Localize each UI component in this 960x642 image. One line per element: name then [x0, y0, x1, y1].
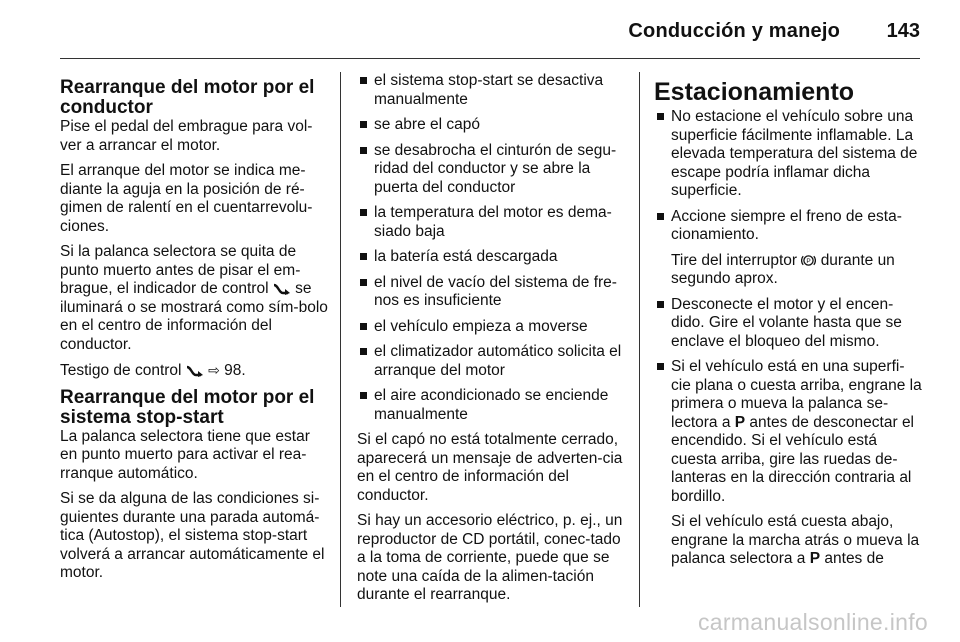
- paragraph-power-drop: Si hay un accesorio eléctrico, p. ej., un reproductor de CD portátil, conec-tado a la toma de corriente, puede que se note una caída de la alimen-tación durante el rearranque.: [357, 512, 623, 603]
- list-item: el aire acondicionado se enciende manualmente: [357, 387, 625, 424]
- svg-text:P: P: [806, 257, 812, 265]
- text-fragment: Si el vehículo está cuesta abajo, engrane la marcha atrás o mueva la palanca selectora a: [671, 513, 920, 567]
- list-item: el climatizador automático solicita el arranque del motor: [357, 343, 625, 380]
- text-fragment: Tire del interruptor: [671, 251, 798, 269]
- autostop-indicator-icon: [273, 283, 291, 295]
- list-item: No estacione el vehículo sobre una superficie fácilmente inflamable. La elevada temperatura del sistema de escape podría inflamar dicha superficie.: [654, 108, 924, 201]
- parking-list: [654, 108, 924, 569]
- list-item: [654, 208, 924, 289]
- page-header: [60, 0, 920, 59]
- conditions-list: [357, 72, 625, 424]
- column-divider-right: [639, 72, 640, 607]
- watermark: carmanualsonline.info: [697, 609, 928, 635]
- section-heading-system-restart: Rearranque del motor por el sistema stop-start: [60, 386, 315, 428]
- gear-label: P: [734, 413, 746, 431]
- gear-label: P: [809, 550, 821, 567]
- paragraph-hood-warning: Si el capó no está totalmente cerrado, aparecerá un mensaje de adverten-cia en el centro de información del conductor.: [357, 431, 623, 504]
- section-heading-parking: Estacionamiento: [654, 78, 855, 106]
- paragraph-control-indicator: [60, 243, 330, 354]
- column-left: [60, 72, 330, 590]
- section-heading-driver-restart: Rearranque del motor por el conductor: [60, 77, 315, 118]
- text-fragment: antes de: [824, 550, 884, 567]
- page-reference[interactable]: 98.: [224, 362, 246, 379]
- page-number: 143: [886, 20, 920, 42]
- list-item: se abre el capó: [357, 116, 625, 135]
- text-fragment: Si el vehículo está en una superfi-cie plana o cuesta arriba, engrane la primera o mueva la palanca se-lectora a: [671, 358, 922, 431]
- list-item: [654, 358, 924, 569]
- list-item: el nivel de vacío del sistema de fre-nos es insuficiente: [357, 274, 625, 311]
- paragraph-warning-light-ref: [60, 361, 330, 381]
- list-item: se desabrocha el cinturón de segu-ridad del conductor y se abre la puerta del conductor: [357, 142, 625, 198]
- parking-brake-switch-icon: [801, 253, 816, 268]
- list-item: Desconecte el motor y el encen-dido. Gire el volante hasta que se enclave el bloqueo del mismo.: [654, 296, 924, 352]
- autostop-indicator-icon: [186, 365, 204, 377]
- text-fragment: se iluminará o se mostrará como sím-bolo en el centro de información del conductor.: [60, 280, 328, 353]
- text-fragment: Si la palanca selectora se quita de punto muerto antes de pisar el em-brague, el indicador de control: [60, 243, 301, 297]
- column-right: [654, 72, 924, 576]
- sub-paragraph: [671, 513, 924, 569]
- paragraph-conditions: Si se da alguna de las condiciones si-guientes durante una parada automá-tica (Autostop), el sistema stop-start volverá a arrancar automáticamente el motor.: [60, 490, 325, 581]
- sub-paragraph: [671, 252, 924, 289]
- text-fragment: Accione siempre el freno de esta-cionamiento.: [671, 207, 902, 243]
- page-reference-arrow-icon: ⇨: [208, 362, 220, 378]
- text-fragment: durante un segundo aprox.: [671, 251, 895, 287]
- column-divider-left: [340, 72, 341, 607]
- header-title: Conducción y manejo: [628, 20, 840, 42]
- list-item: la temperatura del motor es dema-siado baja: [357, 204, 625, 241]
- paragraph-clutch: Pise el pedal del embrague para vol-ver a arrancar el motor.: [60, 118, 313, 154]
- paragraph-tachometer: El arranque del motor se indica me-diante la aguja en la posición de ré-gimen de ralentí en el cuentarrevolu-ciones.: [60, 162, 313, 235]
- text-fragment: antes de desconectar el encendido. Si el vehículo está cuesta arriba, gire las ruedas de-lanteras en la dirección contraria al bordillo.: [671, 413, 915, 505]
- list-item: el vehículo empieza a moverse: [357, 318, 625, 337]
- list-item: la batería está descargada: [357, 248, 625, 267]
- column-middle: [357, 72, 625, 612]
- list-item: el sistema stop-start se desactiva manualmente: [357, 72, 625, 109]
- text-fragment: Testigo de control: [60, 362, 182, 379]
- paragraph-neutral: La palanca selectora tiene que estar en punto muerto para activar el rea-rranque automático.: [60, 427, 310, 482]
